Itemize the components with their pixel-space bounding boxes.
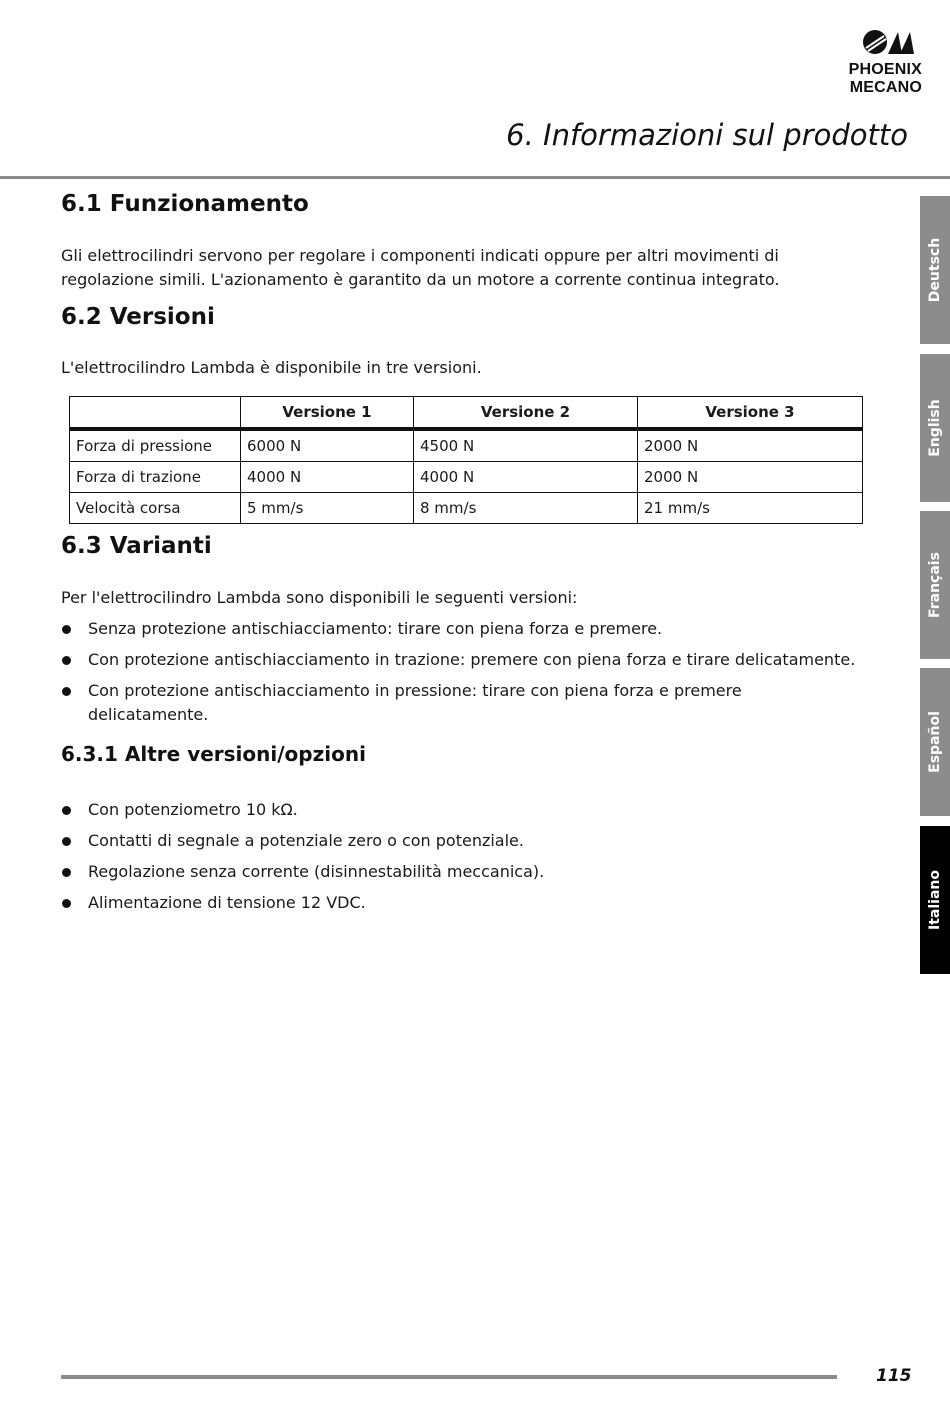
table-header-cell: Versione 1 xyxy=(241,397,414,430)
table-cell: 8 mm/s xyxy=(414,493,638,524)
bullet-icon xyxy=(62,868,71,877)
list-item-text: Senza protezione antischiacciamento: tirare con piena forza e premere. xyxy=(88,619,663,638)
variants-list xyxy=(61,617,861,734)
phoenix-mecano-logo xyxy=(830,28,922,98)
list-item xyxy=(61,891,861,915)
tab-espanol[interactable] xyxy=(920,668,950,816)
section-heading-6-3-1: 6.3.1 Altre versioni/opzioni xyxy=(61,742,366,766)
tab-label: Español xyxy=(927,711,943,773)
list-item xyxy=(61,798,861,822)
tab-label: Français xyxy=(927,552,943,618)
table-cell: 2000 N xyxy=(638,462,863,493)
list-item-text: Regolazione senza corrente (disinnestabilità meccanica). xyxy=(88,862,545,881)
table-cell: 21 mm/s xyxy=(638,493,863,524)
table-cell: 6000 N xyxy=(241,429,414,462)
section-intro-6-3: Per l'elettrocilindro Lambda sono disponibili le seguenti versioni: xyxy=(61,588,578,607)
tab-italiano[interactable] xyxy=(920,826,950,974)
table-cell: Forza di pressione xyxy=(70,429,241,462)
section-heading-6-1: 6.1 Funzionamento xyxy=(61,191,309,217)
table-header-cell: Versione 3 xyxy=(638,397,863,430)
table-row xyxy=(70,462,863,493)
bullet-icon xyxy=(62,656,71,665)
bullet-icon xyxy=(62,837,71,846)
options-list xyxy=(61,798,861,922)
section-heading-6-2: 6.2 Versioni xyxy=(61,304,215,330)
table-header-row xyxy=(70,397,863,430)
list-item xyxy=(61,860,861,884)
brand-line-2: MECANO xyxy=(849,79,922,96)
header-divider xyxy=(0,176,950,179)
table-row xyxy=(70,429,863,462)
table-header-cell: Versione 2 xyxy=(414,397,638,430)
tab-label: Deutsch xyxy=(927,237,943,303)
brand-line-1: PHOENIX xyxy=(848,61,922,78)
table-cell: 5 mm/s xyxy=(241,493,414,524)
table-cell: Forza di trazione xyxy=(70,462,241,493)
tab-francais[interactable] xyxy=(920,511,950,659)
page-number: 115 xyxy=(876,1366,912,1386)
bullet-icon xyxy=(62,625,71,634)
list-item-text: Con protezione antischiacciamento in trazione: premere con piena forza e tirare delicatamente. xyxy=(88,650,856,669)
bullet-icon xyxy=(62,687,71,696)
list-item-text: Con potenziometro 10 kΩ. xyxy=(88,800,298,819)
section-text-6-1: Gli elettrocilindri servono per regolare i componenti indicati oppure per altri movimenti di regolazione simili. L'azionamento è garantito da un motore a corrente continua integrato. xyxy=(61,246,780,289)
section-heading-6-3: 6.3 Varianti xyxy=(61,533,212,559)
list-item xyxy=(61,617,861,641)
list-item xyxy=(61,648,861,672)
list-item-text: Con protezione antischiacciamento in pressione: tirare con piena forza e premere delicatamente. xyxy=(88,681,742,724)
chapter-title: 6. Informazioni sul prodotto xyxy=(506,118,908,152)
table-row xyxy=(70,493,863,524)
table-cell: 4500 N xyxy=(414,429,638,462)
table-cell: 4000 N xyxy=(414,462,638,493)
table-header-cell xyxy=(70,397,241,430)
bullet-icon xyxy=(62,899,71,908)
list-item xyxy=(61,679,861,727)
tab-english[interactable] xyxy=(920,354,950,502)
list-item-text: Alimentazione di tensione 12 VDC. xyxy=(88,893,366,912)
brand-name xyxy=(830,61,922,97)
phoenix-mecano-logo-icon xyxy=(862,28,918,56)
tab-label: Italiano xyxy=(927,870,943,930)
list-item-text: Contatti di segnale a potenziale zero o con potenziale. xyxy=(88,831,524,850)
versions-table xyxy=(69,396,863,524)
list-item xyxy=(61,829,861,853)
table-cell: 2000 N xyxy=(638,429,863,462)
footer-divider xyxy=(61,1375,837,1379)
table-cell: 4000 N xyxy=(241,462,414,493)
tab-label: English xyxy=(927,399,943,457)
table-cell: Velocità corsa xyxy=(70,493,241,524)
tab-deutsch[interactable] xyxy=(920,196,950,344)
section-text-6-2: L'elettrocilindro Lambda è disponibile in tre versioni. xyxy=(61,358,482,377)
bullet-icon xyxy=(62,806,71,815)
